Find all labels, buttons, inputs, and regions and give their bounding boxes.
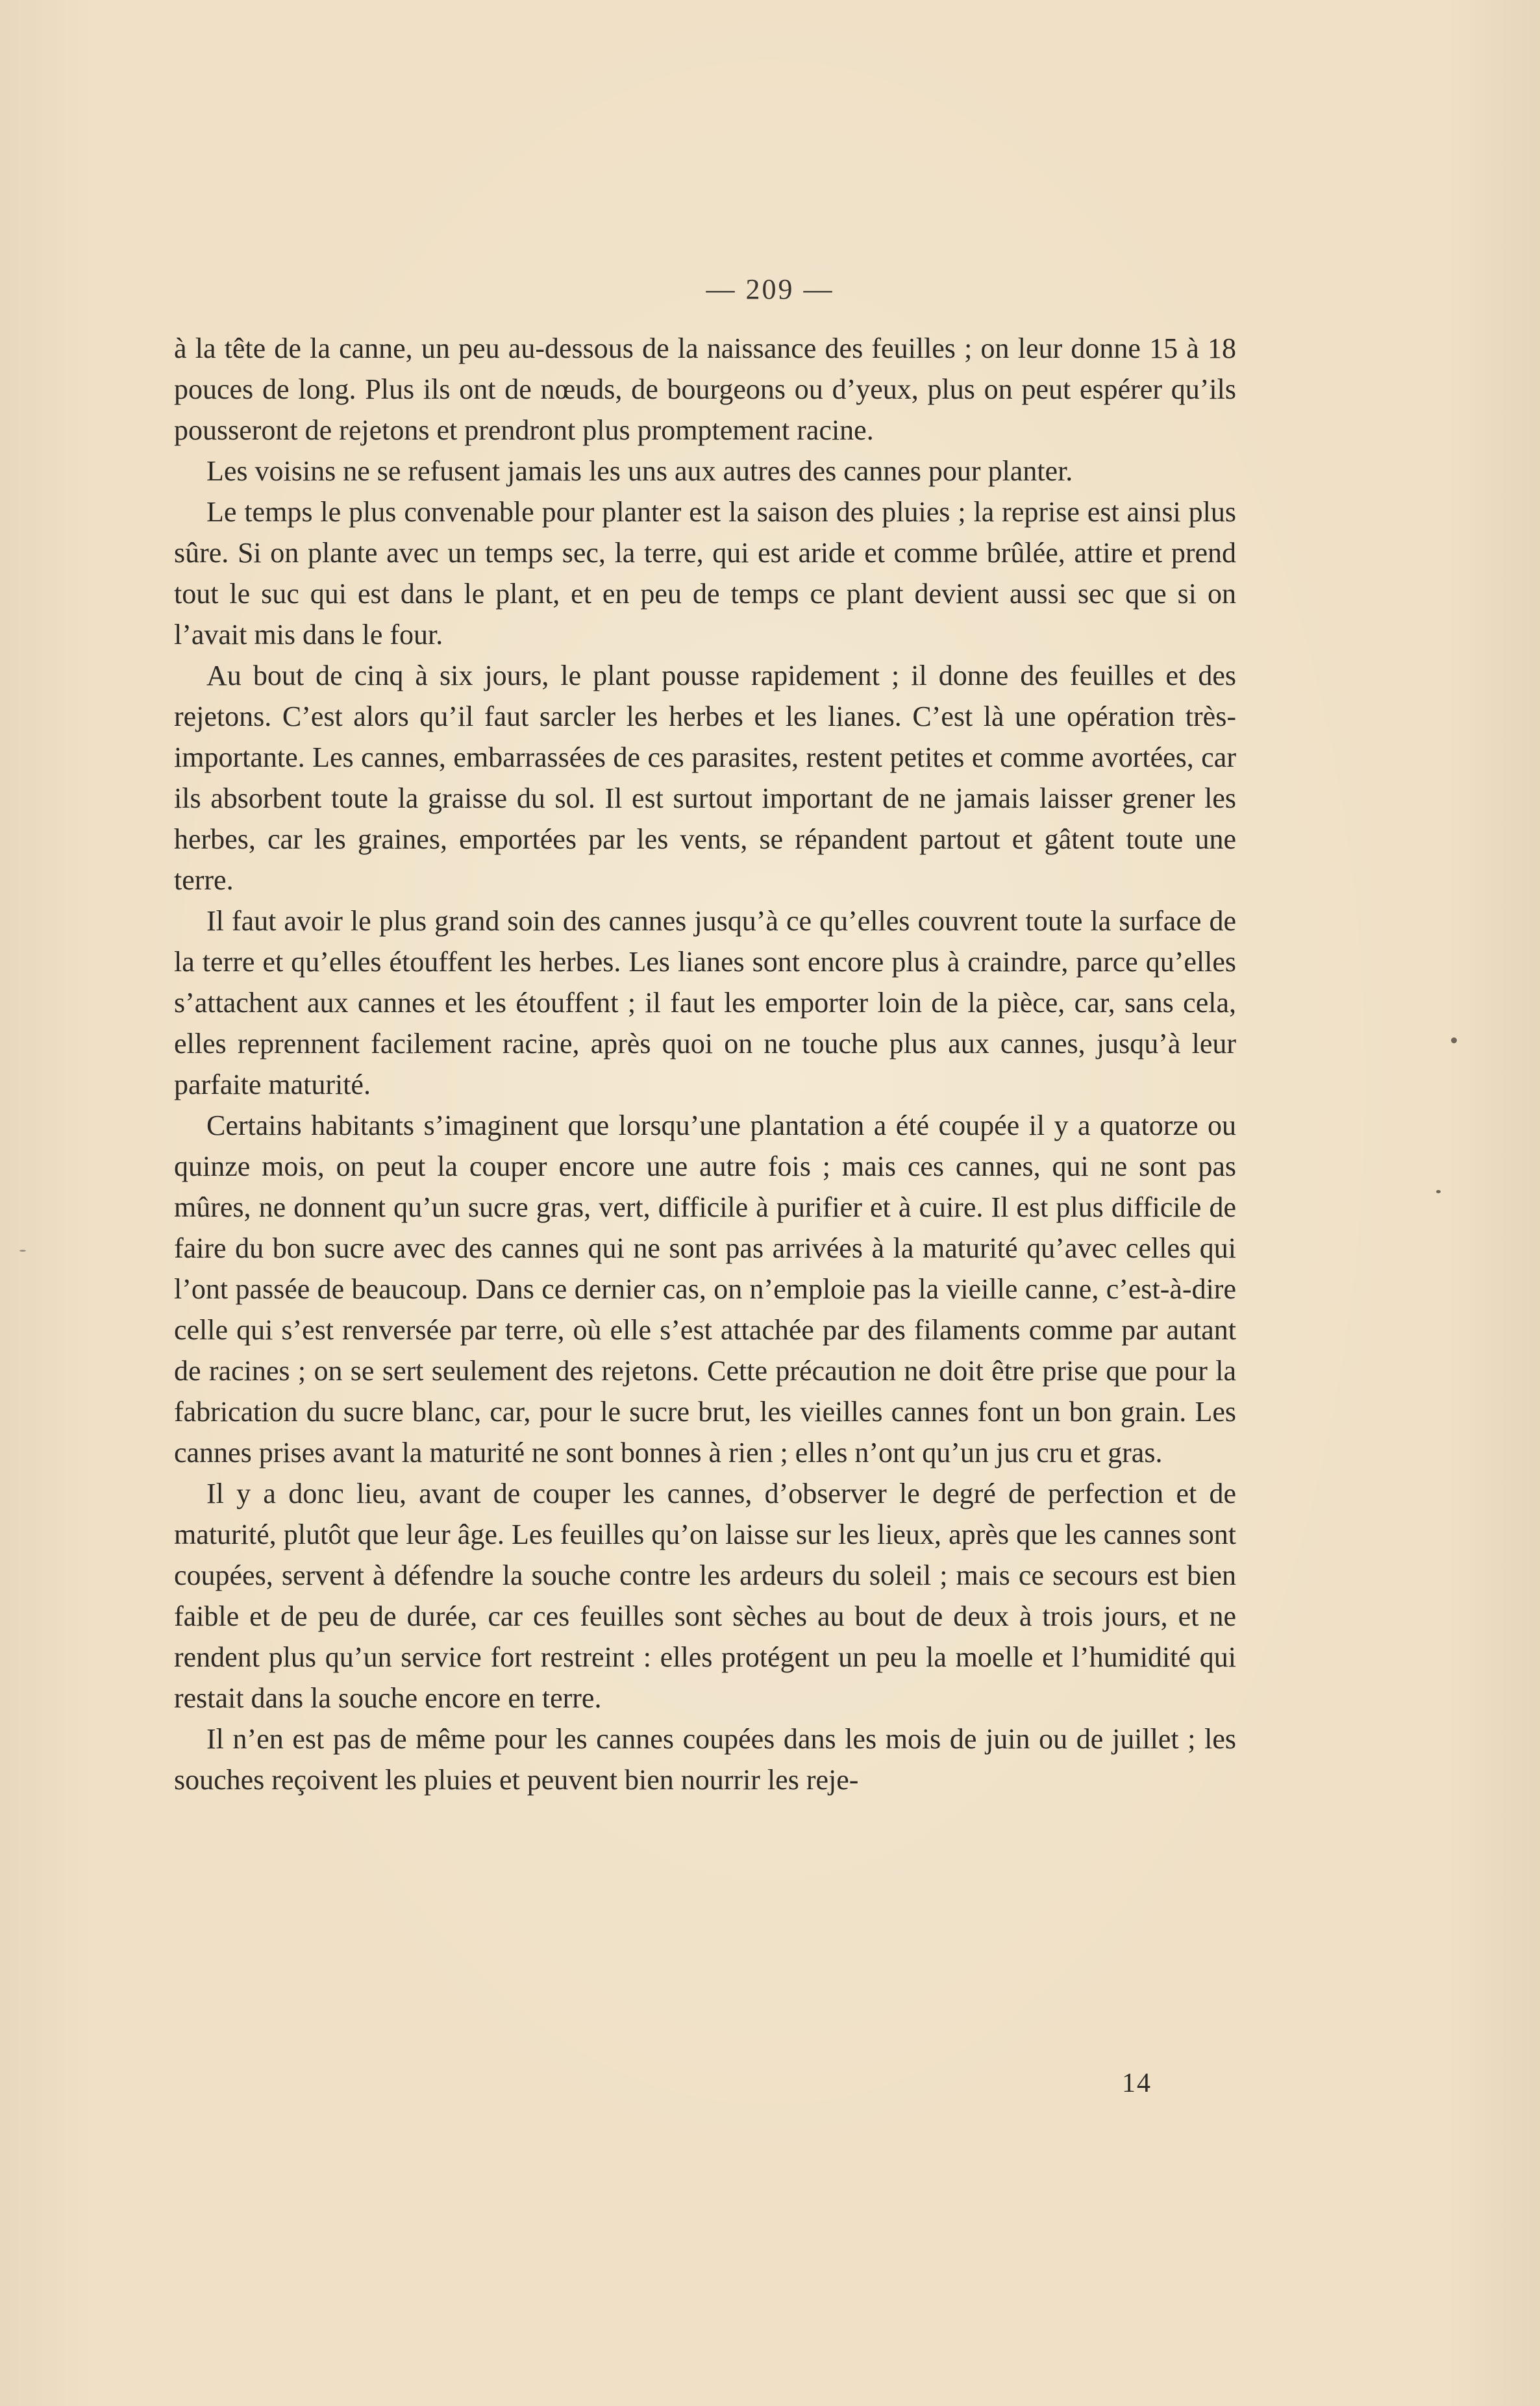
paragraph-4: Au bout de cinq à six jours, le plant pousse rapidement ; il donne des feuilles et des rejetons. C’est alors qu’il faut sarcler les herbes et les lianes. C’est là une opération très-importante. Les cannes, embarrassées de ces parasites, restent petites et comme avortées, car ils absorbent toute la graisse du sol. Il est surtout important de ne jamais laisser grener les herbes, car les graines, emportées par les vents, se répandent partout et gâtent toute une terre. <box>174 660 1236 896</box>
paragraph-3: Le temps le plus convenable pour planter est la saison des pluies ; la reprise est ainsi plus sûre. Si on plante avec un temps sec, la terre, qui est aride et comme brûlée, attire et prend tout le suc qui est dans le plant, et en peu de temps ce plant devient aussi sec que si on l’avait mis dans le four. <box>174 496 1236 651</box>
paragraph-8: Il n’en est pas de même pour les cannes coupées dans les mois de juin ou de juillet ; les souches reçoivent les pluies et peuvent bien nourrir les reje- <box>174 1723 1236 1796</box>
ink-speck <box>1451 1037 1457 1043</box>
ink-speck <box>1436 1190 1441 1193</box>
body-text <box>174 328 1236 1800</box>
paragraph-6: Certains habitants s’imaginent que lorsqu’une plantation a été coupée il y a quatorze ou quinze mois, on peut la couper encore une autre fois ; mais ces cannes, qui ne sont pas mûres, ne donnent qu’un sucre gras, vert, difficile à purifier et à cuire. Il est plus difficile de faire du bon sucre avec des cannes qui ne sont pas arrivées à la maturité qu’avec celles qui l’ont passée de beaucoup. Dans ce dernier cas, on n’emploie pas la vieille canne, c’est-à-dire celle qui s’est renversée par terre, où elle s’est attachée par des filaments comme par autant de racines ; on se sert seulement des rejetons. Cette précaution ne doit être prise que pour la fabrication du sucre blanc, car, pour le sucre brut, les vieilles cannes font un bon grain. Les cannes prises avant la maturité ne sont bonnes à rien ; elles n’ont qu’un jus cru et gras. <box>174 1110 1236 1469</box>
ink-speck <box>19 1250 26 1252</box>
paragraph-5: Il faut avoir le plus grand soin des cannes jusqu’à ce qu’elles couvrent toute la surface de la terre et qu’elles étouffent les herbes. Les lianes sont encore plus à craindre, parce qu’elles s’attachent aux cannes et les étouffent ; il faut les emporter loin de la pièce, car, sans cela, elles reprennent facilement racine, après quoi on ne touche plus aux cannes, jusqu’à leur parfaite maturité. <box>174 905 1236 1100</box>
paragraph-2: Les voisins ne se refusent jamais les uns aux autres des cannes pour planter. <box>206 455 1073 487</box>
page-number: — 209 — <box>706 273 834 305</box>
paragraph-1: à la tête de la canne, un peu au-dessous de la naissance des feuilles ; on leur donne 15 à 18 pouces de long. Plus ils ont de nœuds, de bourgeons ou d’yeux, plus on peut espérer qu’ils pousseront de rejetons et prendront plus promptement racine. <box>174 332 1236 446</box>
signature-mark: 14 <box>1122 2068 1152 2098</box>
paragraph-7: Il y a donc lieu, avant de couper les cannes, d’observer le degré de perfection et de maturité, plutôt que leur âge. Les feuilles qu’on laisse sur les lieux, après que les cannes sont coupées, servent à défendre la souche contre les ardeurs du soleil ; mais ce secours est bien faible et de peu de durée, car ces feuilles sont sèches au bout de deux à trois jours, et ne rendent plus qu’un service fort restreint : elles protégent un peu la moelle et l’humidité qui restait dans la souche encore en terre. <box>174 1478 1236 1714</box>
